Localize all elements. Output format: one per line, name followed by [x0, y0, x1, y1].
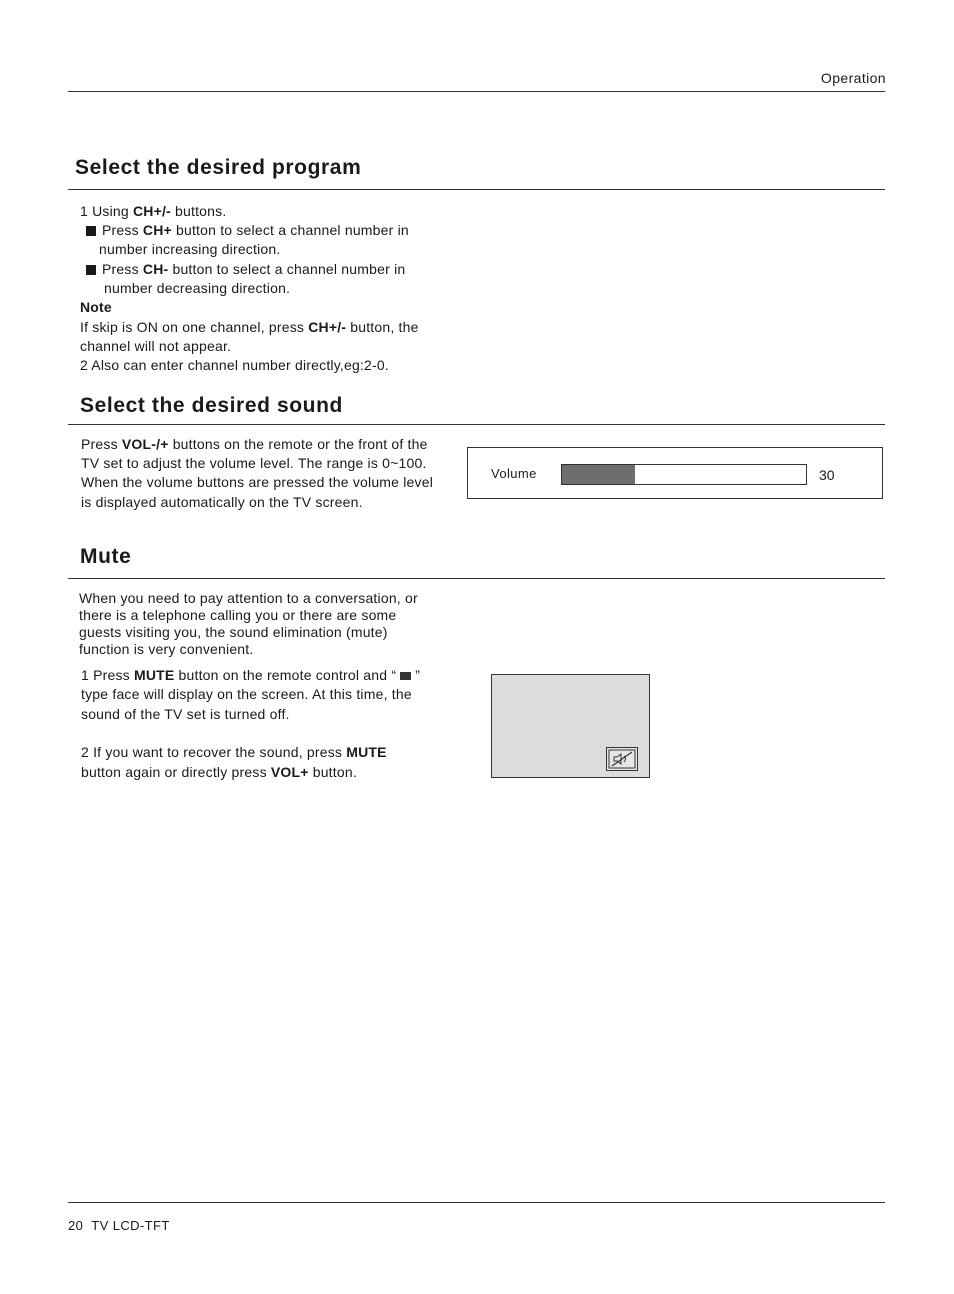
program-line-1: 1 Using CH+/- buttons. [80, 203, 227, 219]
program-bullet-1-cont: number increasing direction. [99, 241, 281, 257]
mute-step-2-line-1: 2 If you want to recover the sound, press MUTE [81, 744, 387, 760]
tv-screen-illustration [491, 674, 650, 778]
page-footer [68, 1218, 170, 1233]
mute-step-1-line-3: sound of the TV set is turned off. [81, 706, 290, 722]
footer-doc-title: TV LCD-TFT [91, 1218, 170, 1233]
program-title-rule [68, 189, 885, 190]
program-bullet-2-cont: number decreasing direction. [104, 280, 291, 296]
mute-step-1-line-1: 1 Press MUTE button on the remote control and “ ” [81, 667, 421, 683]
mute-speaker-icon-graphic [607, 748, 637, 770]
volume-bar [561, 464, 807, 485]
program-note-label: Note [80, 299, 112, 315]
volume-osd [467, 447, 883, 499]
sound-section-title: Select the desired sound [80, 394, 343, 417]
mute-intro-line-3: guests visiting you, the sound elimination (mute) [79, 624, 388, 640]
volume-bar-fill [562, 465, 635, 484]
running-header: Operation [820, 70, 886, 86]
mute-intro-line-2: there is a telephone calling you or there are some [79, 607, 397, 623]
mute-step-1-line-2: type face will display on the screen. At this time, the [81, 686, 412, 702]
program-bullet-2: Press CH- button to select a channel number in [86, 260, 405, 279]
program-note-line-1: If skip is ON on one channel, press CH+/- button, the [80, 319, 419, 335]
volume-label: Volume [491, 466, 537, 481]
square-bullet-icon [86, 265, 96, 275]
sound-text-line-3: When the volume buttons are pressed the volume level [81, 474, 434, 490]
sound-title-rule [68, 424, 885, 425]
mute-speaker-icon [606, 747, 638, 771]
sound-text-line-4: is displayed automatically on the TV screen. [81, 494, 363, 510]
header-rule [68, 91, 885, 92]
mute-section-title: Mute [80, 545, 132, 568]
program-bullet-1: Press CH+ button to select a channel number in [86, 221, 409, 240]
footer-rule [68, 1202, 885, 1203]
program-section-title: Select the desired program [75, 156, 362, 179]
volume-value: 30 [819, 467, 835, 483]
mute-intro-line-4: function is very convenient. [79, 641, 254, 657]
sound-text-line-2: TV set to adjust the volume level. The range is 0~100. [81, 455, 427, 471]
program-note-line-2: channel will not appear. [80, 338, 232, 354]
mute-title-rule [68, 578, 885, 579]
mute-speaker-icon [400, 672, 411, 680]
program-line-2: 2 Also can enter channel number directly,eg:2-0. [80, 357, 389, 373]
page-number: 20 [68, 1218, 84, 1233]
sound-text-line-1: Press VOL-/+ buttons on the remote or the front of the [81, 436, 428, 452]
mute-step-2-line-2: button again or directly press VOL+ button. [81, 764, 357, 780]
mute-intro-line-1: When you need to pay attention to a conversation, or [79, 590, 418, 606]
square-bullet-icon [86, 226, 96, 236]
